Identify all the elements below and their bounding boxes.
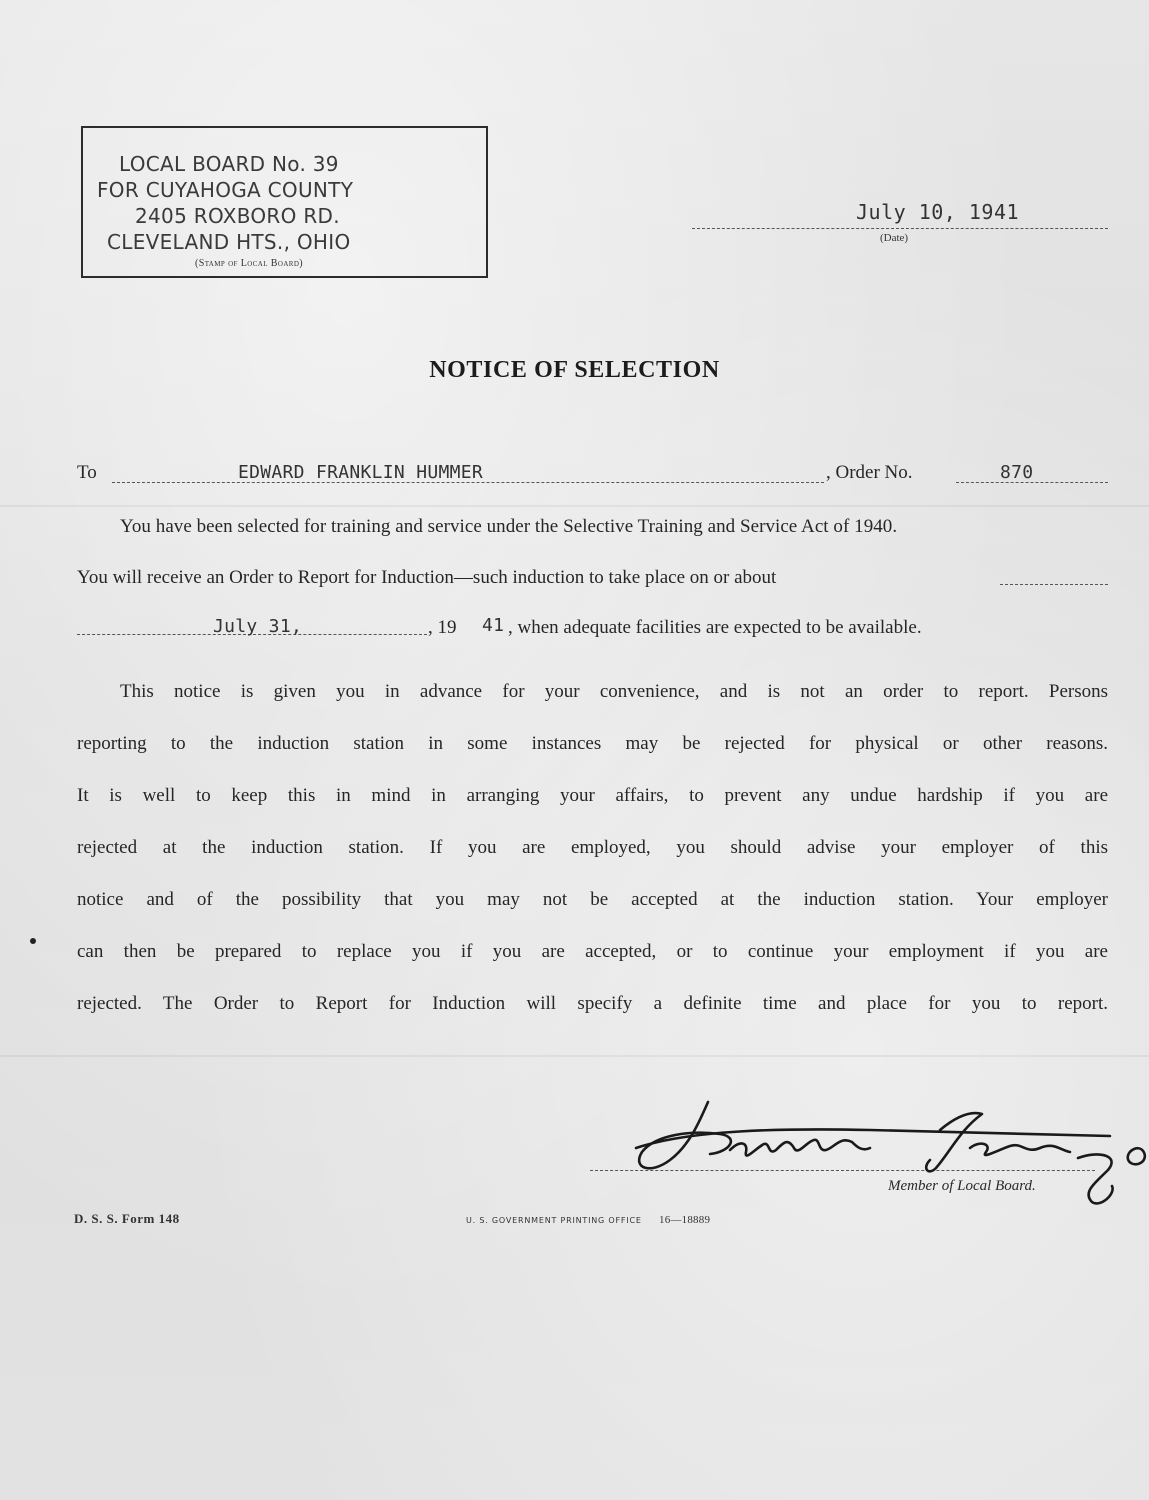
printer-code: 16—18889 xyxy=(659,1214,711,1226)
paragraph-line: reporting to the induction station in some instances may be rejected for physical or other reasons. xyxy=(77,733,1108,754)
date-caption: (Date) xyxy=(880,232,909,244)
stamp-line-city: CLEVELAND HTS., OHIO xyxy=(107,230,351,254)
handwritten-signature xyxy=(630,1090,1149,1220)
paper-fold xyxy=(0,505,1149,507)
selection-line-1: You have been selected for training and service under the Selective Training and Service Act of 1940. xyxy=(120,516,898,537)
local-board-stamp xyxy=(81,126,488,278)
year-prefix: , 19 xyxy=(428,617,457,638)
printer-name: U. S. GOVERNMENT PRINTING OFFICE xyxy=(466,1216,642,1225)
to-label: To xyxy=(77,462,97,483)
paragraph-line: This notice is given you in advance for your convenience, and is not an order to report. Persons xyxy=(120,681,1108,702)
date-value: July 10, 1941 xyxy=(856,200,1020,224)
induction-rule-1 xyxy=(1000,570,1108,585)
paragraph-line: rejected at the induction station. If you are employed, you should advise your employer of this xyxy=(77,837,1108,858)
signature-caption: Member of Local Board. xyxy=(888,1178,1036,1194)
stamp-line-county: FOR CUYAHOGA COUNTY xyxy=(97,178,354,202)
induction-year: 41 xyxy=(482,615,505,636)
ink-speck xyxy=(30,938,36,944)
order-number: 870 xyxy=(1000,462,1034,483)
stamp-line-board: LOCAL BOARD No. 39 xyxy=(119,152,339,176)
paper-fold xyxy=(0,1055,1149,1057)
paragraph-line: can then be prepared to replace you if you are accepted, or to continue your employment if you are xyxy=(77,941,1108,962)
paragraph-line: It is well to keep this in mind in arranging your affairs, to prevent any undue hardship if you are xyxy=(77,785,1108,806)
stamp-caption: (Stamp of Local Board) xyxy=(195,258,304,269)
selection-line-2: You will receive an Order to Report for Induction—such induction to take place on or about xyxy=(77,567,777,588)
notice-paragraph xyxy=(77,680,1108,1044)
paragraph-line: rejected. The Order to Report for Induction will specify a definite time and place for you to report. xyxy=(77,993,1108,1014)
page-title: NOTICE OF SELECTION xyxy=(429,357,720,383)
induction-date: July 31, xyxy=(213,616,303,637)
printer-imprint xyxy=(466,1214,710,1226)
paragraph-line: notice and of the possibility that you may not be accepted at the induction station. Your employer xyxy=(77,889,1108,910)
form-number: D. S. S. Form 148 xyxy=(74,1211,180,1226)
selection-line-3: , when adequate facilities are expected to be available. xyxy=(508,617,922,638)
order-label: , Order No. xyxy=(826,462,913,483)
stamp-line-street: 2405 ROXBORO RD. xyxy=(135,204,340,228)
recipient-name: EDWARD FRANKLIN HUMMER xyxy=(238,462,484,483)
